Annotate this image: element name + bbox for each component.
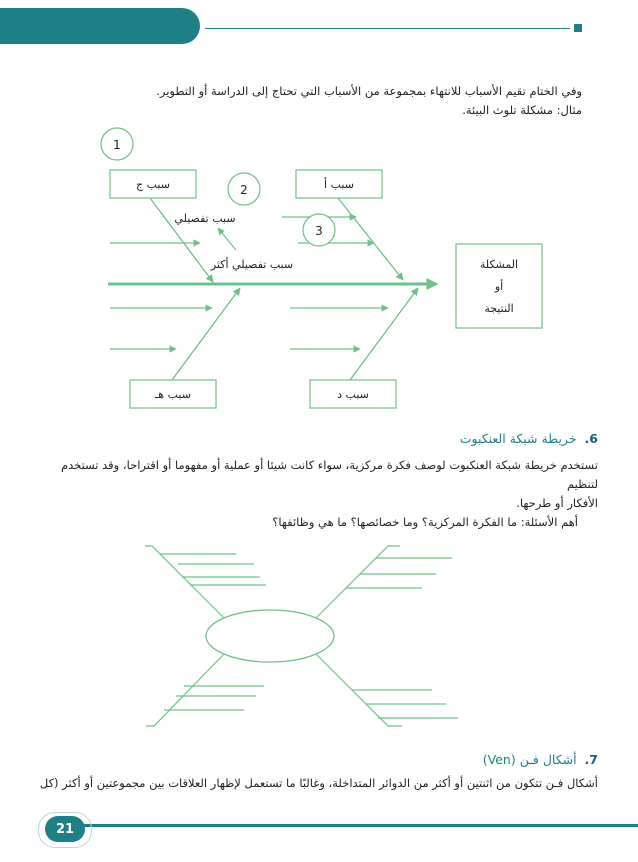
section-6-questions: أهم الأسئلة: ما الفكرة المركزية؟ وما خصائصها؟ ما هي وظائفها؟ [272, 515, 578, 529]
bone-cause-e [172, 288, 240, 380]
section-7-line-1: أشكال فـن تتكون من اثنتين أو أكثر من الدوائر المتداخلة، وغالبًا ما تستعمل لإظهار العلاقات بين مجموعتين أو أكثر (كل [39, 776, 598, 790]
spider-leg [316, 546, 400, 618]
page-number: 21 [45, 816, 85, 842]
footer-rule [84, 824, 638, 827]
intro-line-1: وفي الختام تقيم الأسباب للانتهاء بمجموعة من الأسباب التي تحتاج إلى الدراسة أو التطوير. [156, 84, 582, 98]
label-cause-c: سبب ج [136, 178, 170, 191]
label-cause-a: سبب أ [324, 178, 354, 191]
header-tab [0, 8, 200, 44]
sub-sub-arrow [218, 228, 236, 250]
section-6-heading [300, 431, 598, 446]
fishbone-diagram [0, 110, 638, 420]
section-7-heading [300, 752, 598, 767]
section-7-body [20, 774, 598, 793]
label-cause-d: سبب د [337, 388, 369, 401]
label-more-detail-cause: سبب تفصيلي أكثر [210, 258, 294, 271]
bone-cause-c [150, 198, 213, 282]
spider-leg [145, 546, 224, 618]
header-rule [205, 28, 570, 29]
spider-map [140, 540, 470, 740]
section-6-body [30, 456, 598, 532]
section-7-title: أشكال فـن (Ven) [482, 752, 577, 767]
section-6-line-2: الأفكار أو طرحها. [516, 496, 598, 510]
bone-cause-a [338, 198, 403, 280]
marker-1-label: 1 [113, 138, 121, 152]
problem-line-1: المشكلة [479, 258, 519, 271]
intro-line-2: مثال: مشكلة تلوث البيئة. [462, 103, 582, 117]
problem-line-2: أو [494, 280, 504, 293]
bone-cause-d [350, 288, 418, 380]
marker-3-label: 3 [315, 224, 323, 238]
spider-leg [146, 654, 224, 726]
label-cause-e: سبب هـ [155, 388, 191, 401]
marker-2-label: 2 [240, 183, 248, 197]
section-7-number: 7. [584, 752, 598, 767]
header-square [574, 24, 582, 32]
section-6-number: 6. [584, 431, 598, 446]
problem-line-3: النتيجة [484, 302, 514, 315]
spider-center [206, 610, 334, 662]
section-6-title: خريطة شبكة العنكبوت [459, 431, 577, 446]
label-detail-cause: سبب تفصيلي [174, 212, 236, 225]
section-6-line-1: تستخدم خريطة شبكة العنكبوت لوصف فكرة مركزية، سواء كانت شيئا أو عملية أو مفهوما أو اقتراحا، وقد تستخدم لتنظيم [60, 458, 598, 491]
